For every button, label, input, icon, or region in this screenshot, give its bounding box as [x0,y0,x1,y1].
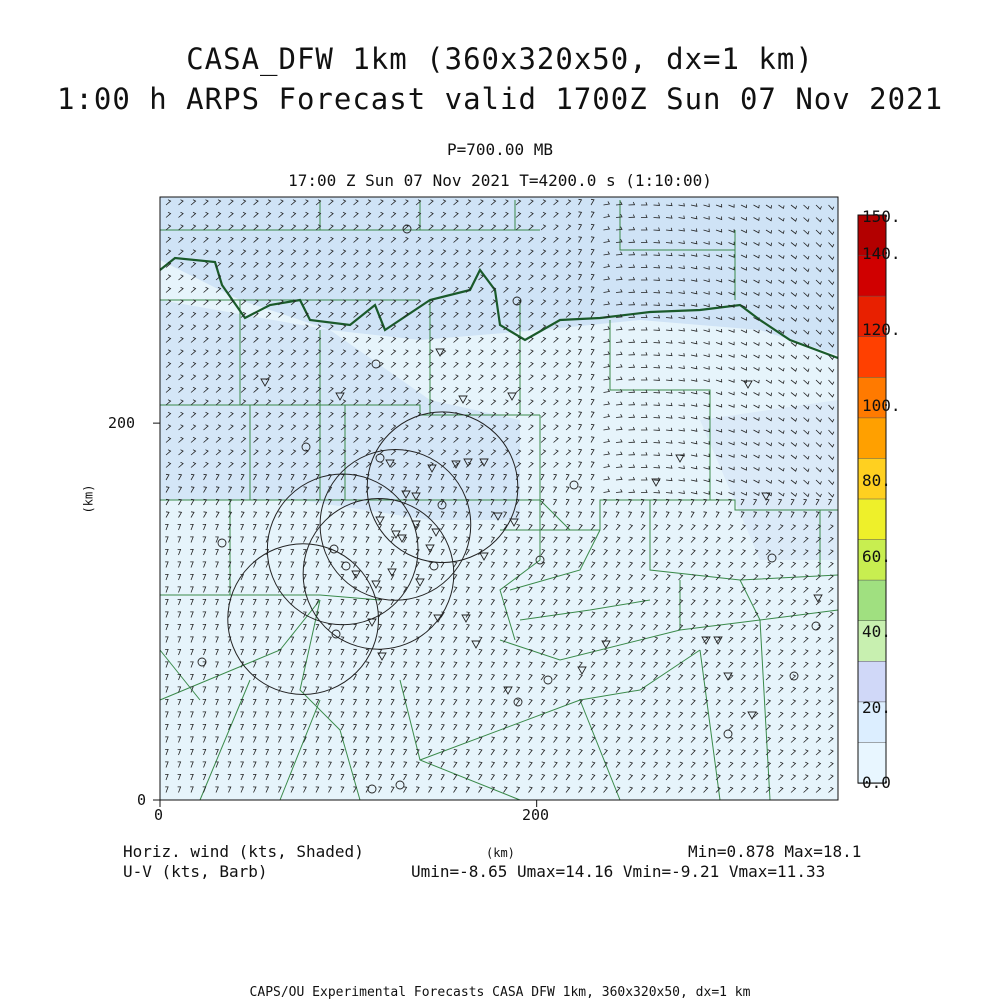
x-tick-label-0: 0 [154,806,164,824]
colorbar-label-60: 60. [862,547,891,566]
pressure-level: P=700.00 MB [447,140,553,159]
y-tick-label-0: 0 [137,791,147,809]
barb-field-legend: U-V (kts, Barb) [123,862,268,881]
colorbar-label-150: 150. [862,207,901,226]
title-line-1: CASA_DFW 1km (360x320x50, dx=1 km) [186,42,814,76]
footer-credit: CAPS/OU Experimental Forecasts CASA DFW 1km, 360x320x50, dx=1 km [249,985,751,1000]
plot-area [153,197,838,807]
x-tick-label-200: 200 [522,806,550,824]
min-max-readout: Min=0.878 Max=18.1 [688,842,862,861]
colorbar-label-40: 40. [862,622,891,641]
y-tick-label-200: 200 [108,414,136,432]
colorbar-label-100: 100. [862,396,901,415]
colorbar-label-20: 20. [862,698,891,717]
colorbar-label-0: 0.0 [862,773,891,792]
uv-range-readout: Umin=-8.65 Umax=14.16 Vmin=-9.21 Vmax=11.33 [411,862,826,881]
colorbar-label-140: 140. [862,244,901,263]
title-line-2: 1:00 h ARPS Forecast valid 1700Z Sun 07 Nov 2021 [56,82,944,116]
colorbar-swatch-5 [858,418,886,459]
colorbar-swatch-9 [858,580,886,621]
colorbar-label-120: 120. [862,320,901,339]
y-axis-label: (km) [81,484,96,514]
colorbar-swatch-3 [858,337,886,378]
x-axis-label: (km) [486,846,515,860]
valid-time-info: 17:00 Z Sun 07 Nov 2021 T=4200.0 s (1:10:00) [288,171,712,190]
colorbar-swatch-11 [858,661,886,702]
colorbar-label-80: 80. [862,471,891,490]
shaded-field-legend: Horiz. wind (kts, Shaded) [123,842,364,861]
colorbar-swatch-7 [858,499,886,540]
